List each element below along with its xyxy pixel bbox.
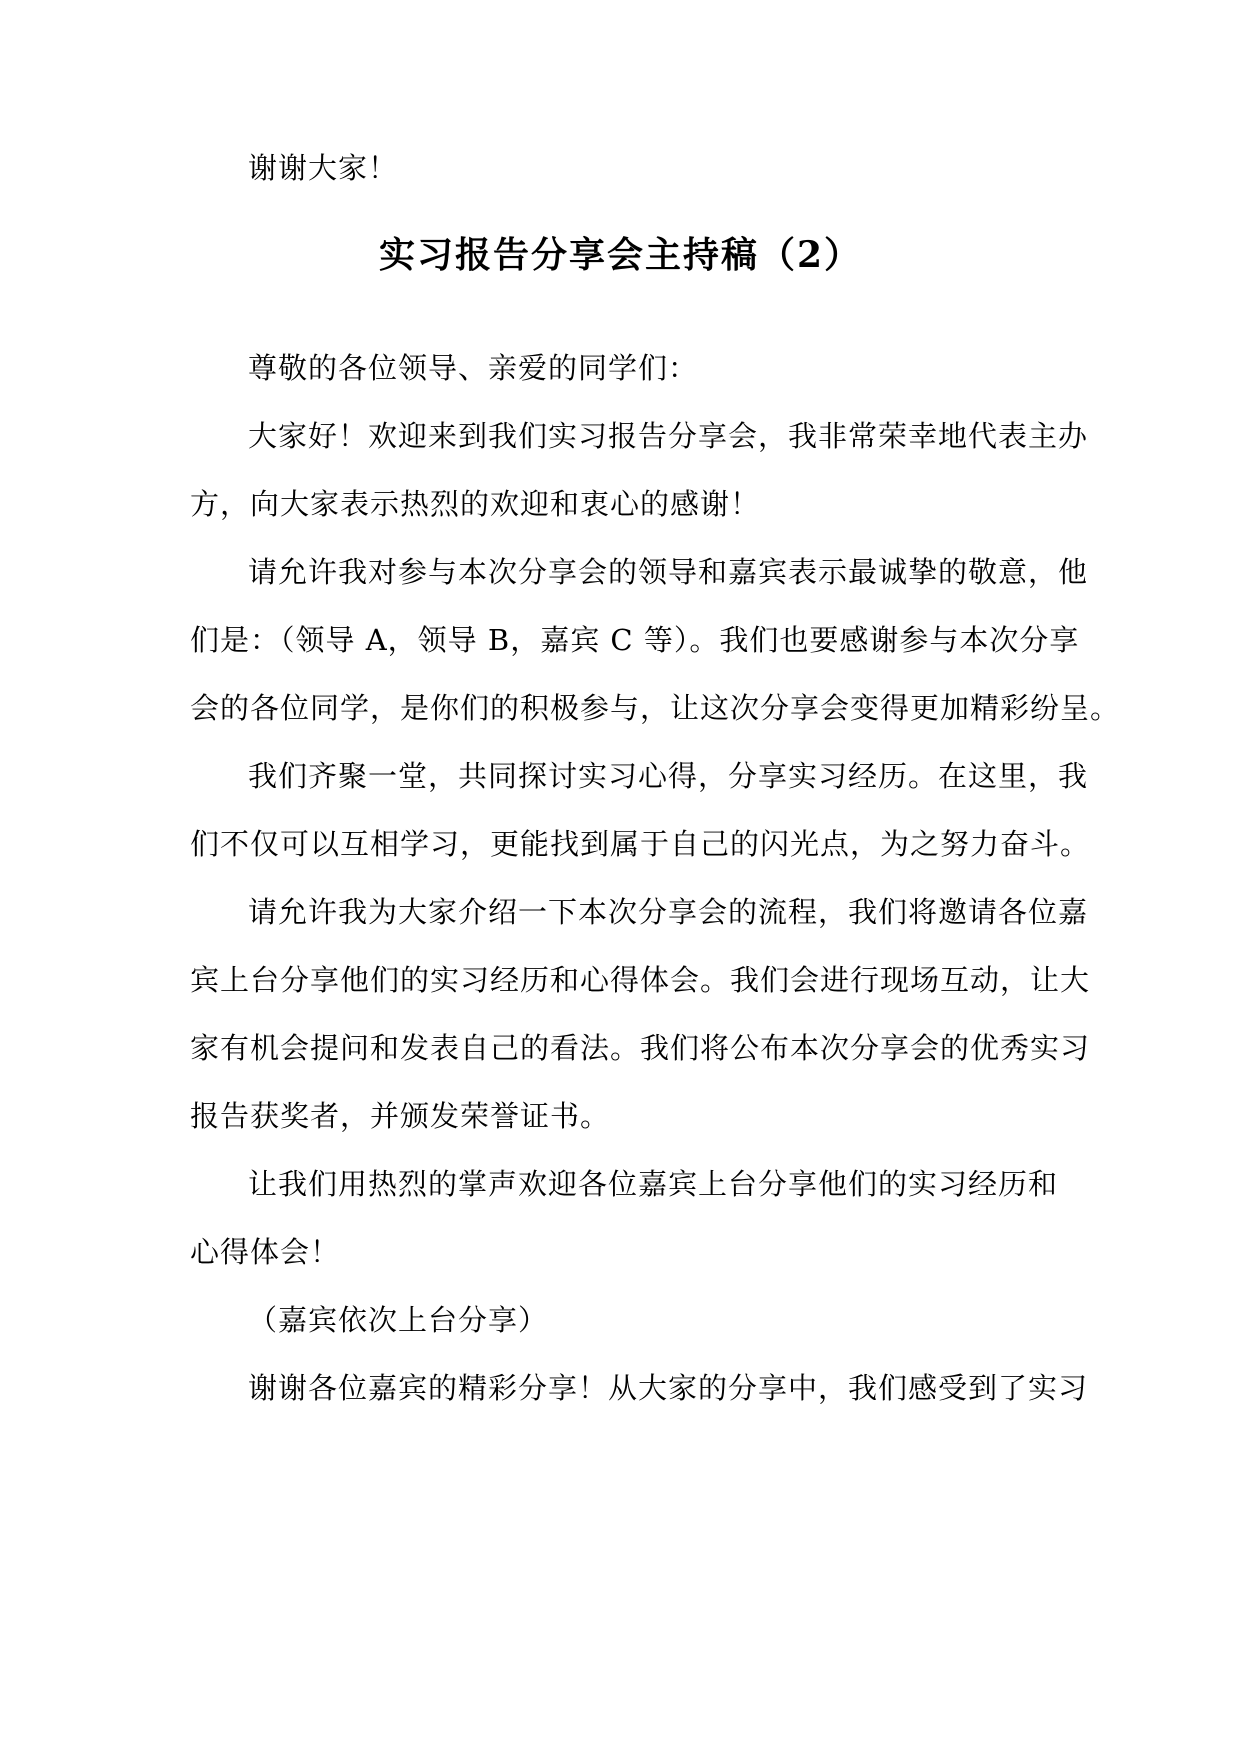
- body-line: 家有机会提问和发表自己的看法。我们将公布本次分享会的优秀实习: [190, 1031, 1091, 1065]
- body-line: 请允许我对参与本次分享会的领导和嘉宾表示最诚挚的敬意，他: [248, 555, 1089, 589]
- body-line: 大家好！欢迎来到我们实习报告分享会，我非常荣幸地代表主办: [248, 419, 1089, 453]
- body-line: 报告获奖者，并颁发荣誉证书。: [190, 1099, 611, 1133]
- body-line: （嘉宾依次上台分享）: [248, 1303, 549, 1337]
- body-line: 谢谢各位嘉宾的精彩分享！从大家的分享中，我们感受到了实习: [248, 1371, 1089, 1405]
- body-line: 让我们用热烈的掌声欢迎各位嘉宾上台分享他们的实习经历和: [248, 1167, 1059, 1201]
- body-line: 们是：（领导 A，领导 B，嘉宾 C 等）。我们也要感谢参与本次分享: [190, 623, 1080, 657]
- body-line: 我们齐聚一堂，共同探讨实习心得，分享实习经历。在这里，我: [248, 759, 1089, 793]
- body-line: 请允许我为大家介绍一下本次分享会的流程，我们将邀请各位嘉: [248, 895, 1089, 929]
- body-line: 宾上台分享他们的实习经历和心得体会。我们会进行现场互动，让大: [190, 963, 1091, 997]
- body-line: 心得体会！: [190, 1235, 341, 1269]
- body-line: 会的各位同学，是你们的积极参与，让这次分享会变得更加精彩纷呈。: [190, 691, 1121, 725]
- page-title: 实习报告分享会主持稿（2）: [378, 234, 863, 276]
- body-line: 方，向大家表示热烈的欢迎和衷心的感谢！: [190, 487, 761, 521]
- body-line: 们不仅可以互相学习，更能找到属于自己的闪光点，为之努力奋斗。: [190, 827, 1091, 861]
- body-line: 尊敬的各位领导、亲爱的同学们：: [248, 351, 699, 385]
- closing-text: 谢谢大家！: [248, 151, 399, 185]
